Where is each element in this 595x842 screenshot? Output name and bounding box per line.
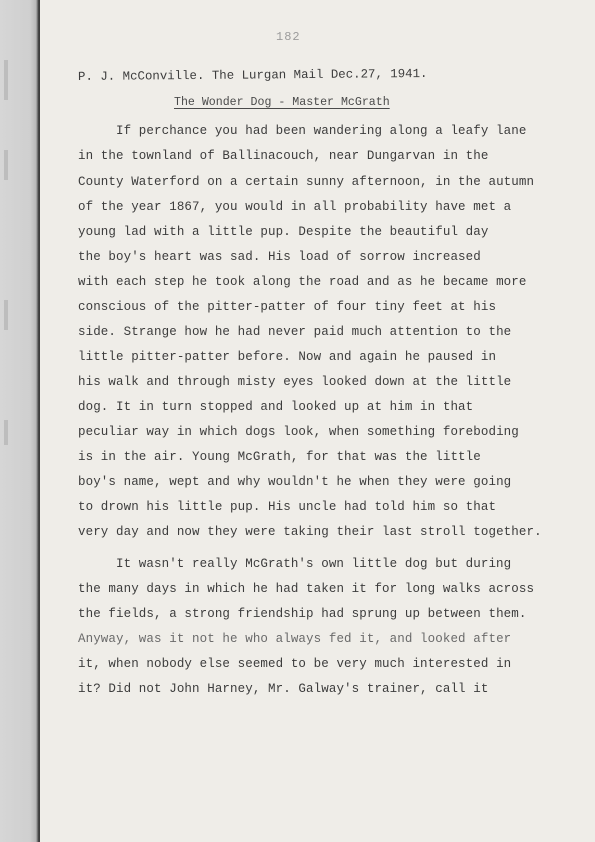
article-title: The Wonder Dog - Master McGrath xyxy=(174,96,390,109)
scan-mark xyxy=(4,60,8,100)
body-line: little pitter-patter before. Now and again he paused in xyxy=(78,350,497,364)
body-line: dog. It in turn stopped and looked up at him in that xyxy=(78,400,474,414)
scan-mark xyxy=(4,420,8,445)
body-line: in the townland of Ballinacouch, near Dungarvan in the xyxy=(78,149,489,163)
body-line: the fields, a strong friendship had sprung up between them. xyxy=(78,607,527,621)
citation-header: P. J. McConville. The Lurgan Mail Dec.27, 1941. xyxy=(77,66,428,84)
body-line: If perchance you had been wandering along a leafy lane xyxy=(116,124,527,138)
body-line: is in the air. Young McGrath, for that was the little xyxy=(78,450,481,464)
body-line: the many days in which he had taken it for long walks across xyxy=(78,582,535,596)
body-line: conscious of the pitter-patter of four tiny feet at his xyxy=(78,300,497,314)
scan-mark xyxy=(4,300,8,330)
scan-edge xyxy=(0,0,40,842)
body-line: It wasn't really McGrath's own little dog but during xyxy=(116,557,512,571)
body-line: side. Strange how he had never paid much attention to the xyxy=(78,325,512,339)
body-line: with each step he took along the road and as he became more xyxy=(78,275,527,289)
scan-mark xyxy=(4,150,8,180)
body-line: peculiar way in which dogs look, when something foreboding xyxy=(78,425,519,439)
body-line: Anyway, was it not he who always fed it, and looked after xyxy=(78,632,512,646)
body-line: young lad with a little pup. Despite the beautiful day xyxy=(78,225,489,239)
body-line: County Waterford on a certain sunny afternoon, in the autumn xyxy=(78,175,535,189)
body-line: the boy's heart was sad. His load of sorrow increased xyxy=(78,250,481,264)
body-line: it, when nobody else seemed to be very much interested in xyxy=(78,657,512,671)
body-line: it? Did not John Harney, Mr. Galway's trainer, call it xyxy=(78,682,489,696)
body-line: to drown his little pup. His uncle had told him so that xyxy=(78,500,497,514)
body-line: of the year 1867, you would in all probability have met a xyxy=(78,200,512,214)
body-line: boy's name, wept and why wouldn't he when they were going xyxy=(78,475,512,489)
body-line: his walk and through misty eyes looked down at the little xyxy=(78,375,512,389)
body-line: very day and now they were taking their last stroll together. xyxy=(78,525,542,539)
page-number: 182 xyxy=(276,30,301,44)
